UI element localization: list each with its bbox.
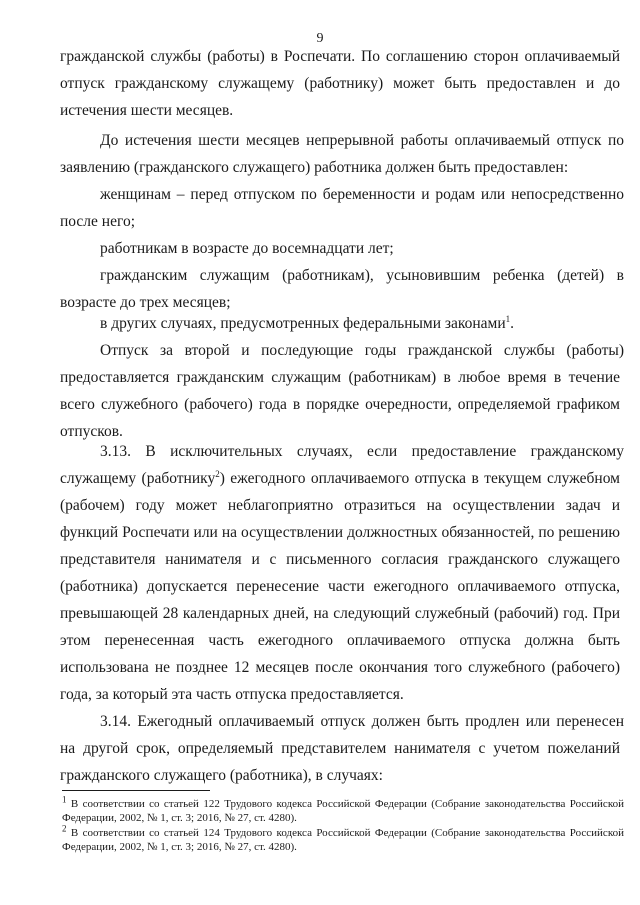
body-line: (рабочем) году может неблагоприятно отразиться на осуществлении задач и (60, 497, 620, 514)
footnote-1-continuation: Федерации, 2002, № 1, ст. 3; 2016, № 27, ст. 4280). (62, 812, 297, 824)
body-line: женщинам – перед отпуском по беременности и родам или непосредственно (100, 186, 624, 203)
body-line: после него; (60, 213, 136, 230)
body-line: Отпуск за второй и последующие годы гражданской службы (работы) (100, 342, 624, 359)
section-3-14-heading-line: 3.14. Ежегодный оплачиваемый отпуск должен быть продлен или перенесен (100, 713, 624, 730)
footnote-separator (62, 790, 210, 791)
body-line: истечения шести месяцев. (60, 102, 234, 119)
body-line: превышающей 28 календарных дней, на следующий служебный (рабочий) год. При (60, 605, 620, 622)
body-line (60, 469, 620, 489)
body-line: До истечения шести месяцев непрерывной работы оплачиваемый отпуск по (100, 132, 624, 149)
body-line: функций Роспечати или на осуществлении должностных обязанностей, по решению (60, 524, 620, 541)
body-line: года, за который эта часть отпуска предоставляется. (60, 686, 404, 703)
body-line: использована не позднее 12 месяцев после окончания того служебного (рабочего) (60, 659, 620, 676)
body-line: всего служебного (рабочего) года в порядке очередности, определяемой графиком (60, 396, 620, 413)
body-text: ) ежегодного оплачиваемого отпуска в текущем служебном (219, 470, 620, 487)
footnote-2 (62, 823, 624, 840)
body-line: этом перенесенная часть ежегодного оплачиваемого отпуска должна быть (60, 632, 620, 649)
body-line: на другой срок, определяемый представителем нанимателя с учетом пожеланий (60, 740, 620, 757)
footnote-reference[interactable]: 1 (505, 313, 511, 324)
body-line: гражданского служащего (работника), в случаях: (60, 767, 383, 784)
body-line: гражданской службы (работы) в Роспечати. По соглашению сторон оплачиваемый (60, 48, 620, 65)
body-line: возрасте до трех месяцев; (60, 294, 231, 311)
body-line: представителя нанимателя и с письменного согласия гражданского служащего (60, 551, 620, 568)
footnote-mark: 1 (62, 794, 67, 805)
footnote-text: В соответствии со статьей 124 Трудового кодекса Российской Федерации (Собрание законодательства Российской (70, 827, 624, 839)
footnote-1 (62, 794, 624, 811)
body-line: заявлению (гражданского служащего) работника должен быть предоставлен: (60, 159, 569, 176)
body-text: служащему (работнику (60, 470, 216, 487)
body-line: гражданским служащим (работникам), усыновившим ребенка (детей) в (100, 267, 624, 284)
body-text: в других случаях, предусмотренных федеральными законами (100, 315, 506, 332)
body-line: отпусков. (60, 423, 123, 440)
footnote-2-continuation: Федерации, 2002, № 1, ст. 3; 2016, № 27, ст. 4280). (62, 841, 297, 853)
body-line: предоставляется гражданским служащим (работникам) в любое время в течение (60, 369, 620, 386)
footnote-text: В соответствии со статьей 122 Трудового кодекса Российской Федерации (Собрание законодательства Российской (70, 798, 624, 810)
page-number: 9 (316, 31, 324, 46)
footnote-mark: 2 (62, 823, 67, 834)
section-3-13-heading-line: 3.13. В исключительных случаях, если предоставление гражданскому (100, 443, 624, 460)
body-line: работникам в возрасте до восемнадцати лет; (100, 240, 394, 257)
body-line: в других случаях, предусмотренных федеральными законами$^1$. (100, 313, 515, 332)
body-line: отпуск гражданскому служащему (работнику) может быть предоставлен и до (60, 75, 620, 92)
footnote-reference[interactable]: 2 (215, 468, 220, 479)
body-line: (работника) допускается перенесение части ежегодного оплачиваемого отпуска, (60, 578, 620, 595)
